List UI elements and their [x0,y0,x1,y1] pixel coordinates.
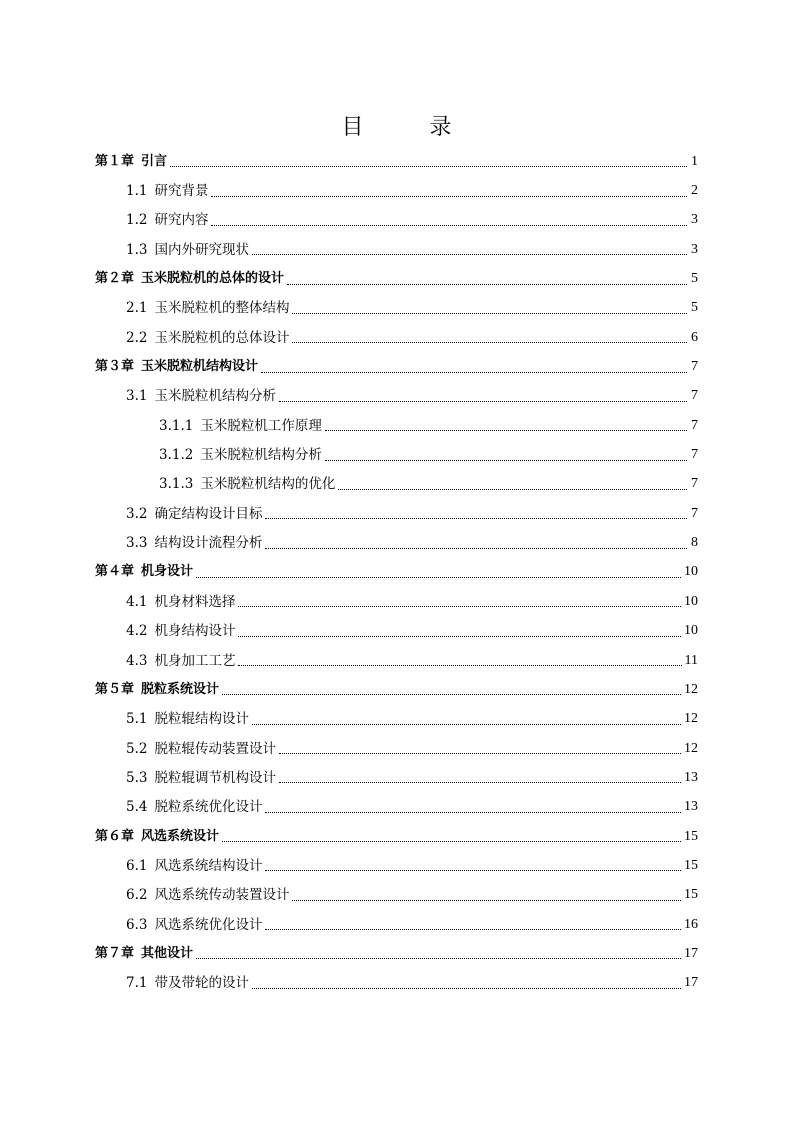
toc-entry-label [126,797,262,817]
toc-entry-text: 脱粒辊结构设计 [154,711,249,728]
toc-entry-label [126,621,235,641]
toc-title: 目 录 [341,115,474,140]
toc-page-number: 15 [684,857,698,873]
toc-entry-number: 6.3 [126,916,148,933]
toc-entry-text: 脱粒辊传动装置设计 [154,740,276,757]
toc-page-number: 2 [691,183,698,199]
toc-chapter-entry[interactable] [0,558,793,587]
toc-section-entry[interactable] [0,528,793,557]
toc-entry-number: 3.3 [126,535,148,552]
toc-entry-text: 引言 [141,153,168,169]
toc-entry-number: 2.1 [126,300,148,317]
toc-entry-label [126,504,262,524]
toc-entry-label [126,651,235,671]
toc-entry-text: 确定结构设计目标 [154,505,263,522]
toc-entry-label [95,827,219,847]
toc-chapter-entry[interactable] [0,675,793,704]
dot-leader [211,225,687,226]
dot-leader [196,958,681,959]
dot-leader [222,841,681,842]
toc-page-number: 8 [691,535,698,551]
toc-entry-label [126,739,276,759]
toc-section-entry[interactable] [0,705,793,734]
toc-entry-number: 第７章 [95,945,135,961]
toc-section-entry[interactable] [0,382,793,411]
toc-section-entry[interactable] [0,176,793,205]
toc-entry-text: 风选系统结构设计 [154,857,263,874]
toc-entry-number: 1.2 [126,212,148,229]
toc-page-number: 15 [684,887,698,903]
toc-entry-number: 7.1 [126,975,148,992]
toc-page-number: 12 [684,740,698,756]
toc-page-number: 6 [691,329,698,345]
dot-leader [279,782,681,783]
toc-entry-label [126,856,262,876]
toc-entry-number: 第４章 [95,564,135,580]
toc-entry-label [126,885,289,905]
toc-subsection-entry[interactable] [0,470,793,499]
toc-page-number: 7 [691,447,698,463]
dot-leader [265,812,681,813]
toc-entry-label [159,416,322,436]
toc-entry-label [126,181,208,201]
toc-entry-label [126,533,262,553]
toc-section-entry[interactable] [0,763,793,792]
toc-page-number: 17 [684,975,698,991]
toc-section-entry[interactable] [0,646,793,675]
toc-entry-text: 脱粒系统设计 [141,681,220,697]
dot-leader [196,577,681,578]
dot-leader [222,694,681,695]
toc-section-entry[interactable] [0,851,793,880]
toc-entry-text: 国内外研究现状 [154,241,249,258]
toc-entry-text: 玉米脱粒机的整体结构 [154,300,290,317]
toc-chapter-entry[interactable] [0,264,793,293]
toc-entry-label [126,298,289,318]
dot-leader [265,870,681,871]
toc-page-number: 7 [691,388,698,404]
toc-entry-label [95,680,219,700]
toc-entry-text: 带及带轮的设计 [154,975,249,992]
toc-entry-number: 1.3 [126,241,148,258]
toc-section-entry[interactable] [0,617,793,646]
dot-leader [292,342,687,343]
toc-page-number: 13 [684,769,698,785]
toc-entry-text: 研究内容 [154,212,209,229]
toc-entry-number: 1.1 [126,183,148,200]
dot-leader [252,988,681,989]
toc-entry-text: 机身加工工艺 [154,652,236,669]
toc-page-number: 7 [691,359,698,375]
toc-entry-text: 风选系统传动装置设计 [154,887,290,904]
dot-leader [292,900,681,901]
toc-entry-number: 3.1 [126,388,148,405]
toc-entry-text: 研究背景 [154,183,209,200]
toc-chapter-entry[interactable] [0,822,793,851]
toc-entry-number: 6.1 [126,857,148,874]
toc-page-number: 17 [684,945,698,961]
toc-page-number: 12 [684,681,698,697]
toc-entry-text: 机身设计 [141,564,194,580]
toc-page-number: 10 [684,593,698,609]
toc-page-number: 16 [684,916,698,932]
toc-entry-text: 玉米脱粒机结构分析 [200,447,322,464]
toc-entry-number: 5.2 [126,740,148,757]
toc-entry-text: 玉米脱粒机工作原理 [200,417,322,434]
toc-entry-label [126,328,289,348]
toc-list [0,147,793,998]
toc-page-number: 12 [684,711,698,727]
toc-page-number: 7 [691,505,698,521]
toc-entry-number: 第５章 [95,681,135,697]
toc-chapter-entry[interactable] [0,147,793,176]
toc-entry-text: 其他设计 [141,945,194,961]
toc-page-number: 1 [691,153,698,169]
toc-page-number: 13 [684,799,698,815]
toc-page-number: 7 [691,417,698,433]
toc-section-entry[interactable] [0,294,793,323]
toc-section-entry[interactable] [0,499,793,528]
toc-entry-text: 脱粒系统优化设计 [154,799,263,816]
toc-entry-number: 3.1.3 [159,476,194,493]
toc-entry-label [126,973,249,993]
toc-page-number: 7 [691,476,698,492]
toc-entry-text: 机身材料选择 [154,593,236,610]
toc-page-number: 3 [691,212,698,228]
toc-page-number: 5 [691,300,698,316]
toc-entry-label [95,357,258,377]
toc-page-number: 11 [684,652,698,668]
dot-leader [279,401,687,402]
toc-section-entry[interactable] [0,323,793,352]
toc-page-number: 10 [684,623,698,639]
toc-chapter-entry[interactable] [0,352,793,381]
toc-page-number: 3 [691,241,698,257]
dot-leader [287,284,687,285]
toc-entry-text: 玉米脱粒机的总体设计 [154,329,290,346]
toc-entry-text: 玉米脱粒机结构分析 [154,388,276,405]
toc-entry-text: 玉米脱粒机结构设计 [141,359,259,375]
toc-page-number: 5 [691,271,698,287]
toc-section-entry[interactable] [0,969,793,998]
toc-entry-number: 3.1.2 [159,447,194,464]
toc-subsection-entry[interactable] [0,440,793,469]
toc-entry-number: 第１章 [95,153,135,169]
toc-entry-number: 4.1 [126,593,148,610]
toc-section-entry[interactable] [0,793,793,822]
dot-leader [325,430,687,431]
dot-leader [238,636,681,637]
toc-entry-text: 玉米脱粒机结构的优化 [200,476,336,493]
toc-entry-number: 第６章 [95,828,135,844]
toc-entry-label [126,709,249,729]
dot-leader [265,518,687,519]
toc-entry-label [126,240,249,260]
dot-leader [170,166,687,167]
toc-entry-number: 5.4 [126,799,148,816]
toc-entry-number: 4.3 [126,652,148,669]
toc-entry-label [126,592,235,612]
toc-entry-number: 5.1 [126,711,148,728]
toc-section-entry[interactable] [0,235,793,264]
toc-page-number: 15 [684,828,698,844]
dot-leader [292,313,687,314]
toc-section-entry[interactable] [0,587,793,616]
toc-subsection-entry[interactable] [0,411,793,440]
toc-section-entry[interactable] [0,910,793,939]
toc-entry-number: 2.2 [126,329,148,346]
dot-leader [238,606,681,607]
dot-leader [325,460,687,461]
toc-entry-text: 风选系统设计 [141,828,220,844]
toc-entry-number: 4.2 [126,623,148,640]
dot-leader [338,489,687,490]
dot-leader [265,548,687,549]
toc-entry-text: 玉米脱粒机的总体的设计 [141,271,285,287]
toc-entry-number: 3.1.1 [159,417,194,434]
toc-entry-text: 风选系统优化设计 [154,916,263,933]
toc-entry-label [95,944,193,964]
toc-entry-number: 6.2 [126,887,148,904]
dot-leader [238,665,681,666]
dot-leader [211,196,687,197]
dot-leader [252,724,681,725]
toc-entry-label [95,269,284,289]
toc-entry-number: 第３章 [95,359,135,375]
dot-leader [265,929,681,930]
toc-entry-label [126,768,276,788]
toc-chapter-entry[interactable] [0,939,793,968]
toc-entry-label [95,562,193,582]
toc-entry-text: 机身结构设计 [154,623,236,640]
toc-entry-label [126,210,208,230]
toc-entry-number: 3.2 [126,505,148,522]
toc-entry-label [159,474,335,494]
toc-entry-label [126,915,262,935]
toc-section-entry[interactable] [0,734,793,763]
toc-entry-number: 5.3 [126,769,148,786]
toc-entry-number: 第２章 [95,271,135,287]
toc-entry-text: 脱粒辊调节机构设计 [154,769,276,786]
toc-entry-label [95,152,167,172]
toc-page-number: 10 [684,564,698,580]
dot-leader [261,372,687,373]
toc-section-entry[interactable] [0,881,793,910]
toc-entry-label [159,445,322,465]
toc-entry-text: 结构设计流程分析 [154,535,263,552]
dot-leader [252,254,687,255]
toc-section-entry[interactable] [0,206,793,235]
dot-leader [279,753,681,754]
toc-entry-label [126,386,276,406]
